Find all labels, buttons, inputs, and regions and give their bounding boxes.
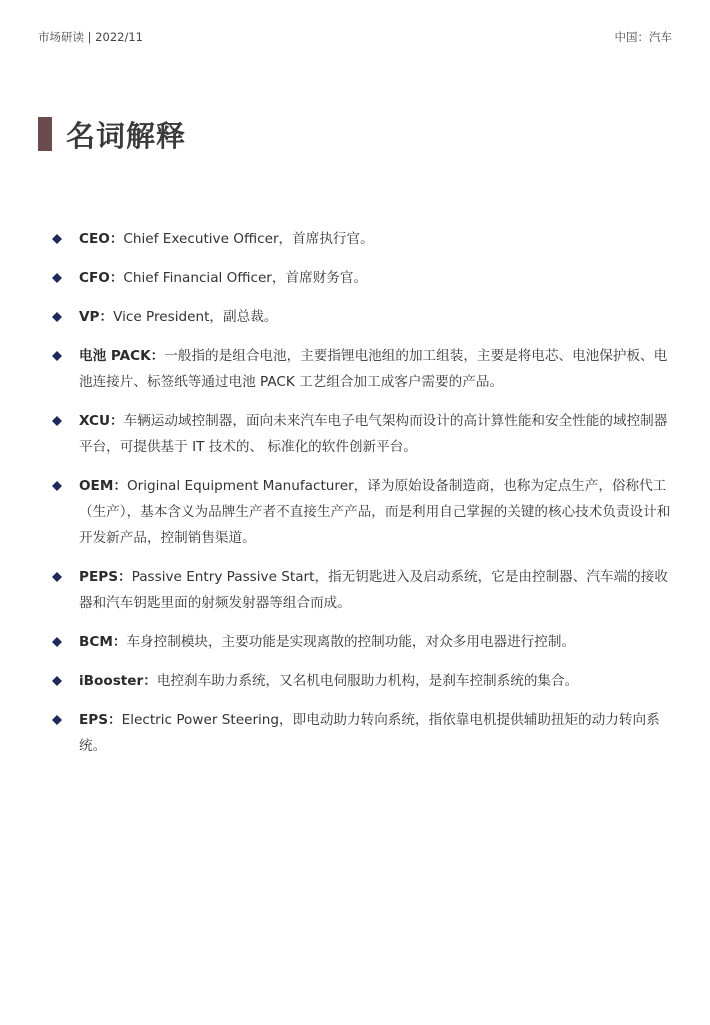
glossary-definition: Chief Executive Officer，首席执行官。 [123, 231, 374, 247]
title-accent-bar [38, 117, 52, 151]
page-title-block [38, 116, 186, 152]
glossary-term: 电池 PACK： [79, 348, 165, 364]
glossary-term: OEM： [79, 478, 127, 494]
glossary-term: EPS： [79, 712, 122, 728]
header-left-text: 市场研读 | 2022/11 [38, 30, 143, 44]
diamond-icon [52, 273, 62, 283]
diamond-icon [52, 234, 62, 244]
glossary-item [52, 408, 672, 460]
glossary-definition: Electric Power Steering，即电动助力转向系统，指依靠电机提供辅助扭矩的动力转向系统。 [79, 712, 660, 754]
diamond-icon [52, 312, 62, 322]
glossary-definition: 车身控制模块，主要功能是实现离散的控制功能，对众多用电器进行控制。 [126, 634, 576, 650]
glossary-term: iBooster： [79, 673, 157, 689]
glossary-term: PEPS： [79, 569, 132, 585]
diamond-icon [52, 637, 62, 647]
glossary-item [52, 304, 672, 330]
glossary-definition: Chief Financial Officer，首席财务官。 [123, 270, 368, 286]
glossary-item [52, 343, 672, 395]
diamond-icon [52, 715, 62, 725]
glossary-definition: 一般指的是组合电池，主要指锂电池组的加工组装，主要是将电芯、电池保护板、电池连接片、标签纸等通过电池 PACK 工艺组合加工成客户需要的产品。 [79, 348, 668, 390]
diamond-icon [52, 351, 62, 361]
glossary-definition: 电控刹车助力系统，又名机电伺服助力机构，是刹车控制系统的集合。 [156, 673, 579, 689]
glossary-term: VP： [79, 309, 114, 325]
glossary-item [52, 473, 672, 551]
glossary-definition: 车辆运动域控制器，面向未来汽车电子电气架构而设计的高计算性能和安全性能的域控制器平台，可提供基于 IT 技术的、 标准化的软件创新平台。 [79, 413, 668, 455]
glossary-definition: Vice President，副总裁。 [113, 309, 278, 325]
glossary-definition: Passive Entry Passive Start，指无钥匙进入及启动系统，它是由控制器、汽车端的接收器和汽车钥匙里面的射频发射器等组合而成。 [79, 569, 668, 611]
glossary-item [52, 564, 672, 616]
glossary-term: XCU： [79, 413, 124, 429]
glossary-definition: Original Equipment Manufacturer，译为原始设备制造商，也称为定点生产，俗称代工（生产），基本含义为品牌生产者不直接生产产品，而是利用自己掌握的关键的核心技术负责设计和开发新产品，控制销售渠道。 [79, 478, 671, 546]
glossary-item [52, 226, 672, 252]
glossary-list [52, 226, 672, 759]
glossary-term: BCM： [79, 634, 127, 650]
glossary-item [52, 707, 672, 759]
diamond-icon [52, 676, 62, 686]
page-header [38, 28, 672, 46]
diamond-icon [52, 481, 62, 491]
glossary-item [52, 265, 672, 291]
diamond-icon [52, 416, 62, 426]
glossary-term: CFO： [79, 270, 124, 286]
diamond-icon [52, 572, 62, 582]
glossary-item [52, 668, 672, 694]
glossary-item [52, 629, 672, 655]
header-right-text: 中国：汽车 [614, 30, 672, 44]
page-title: 名词解释 [66, 118, 187, 153]
glossary-term: CEO： [79, 231, 124, 247]
